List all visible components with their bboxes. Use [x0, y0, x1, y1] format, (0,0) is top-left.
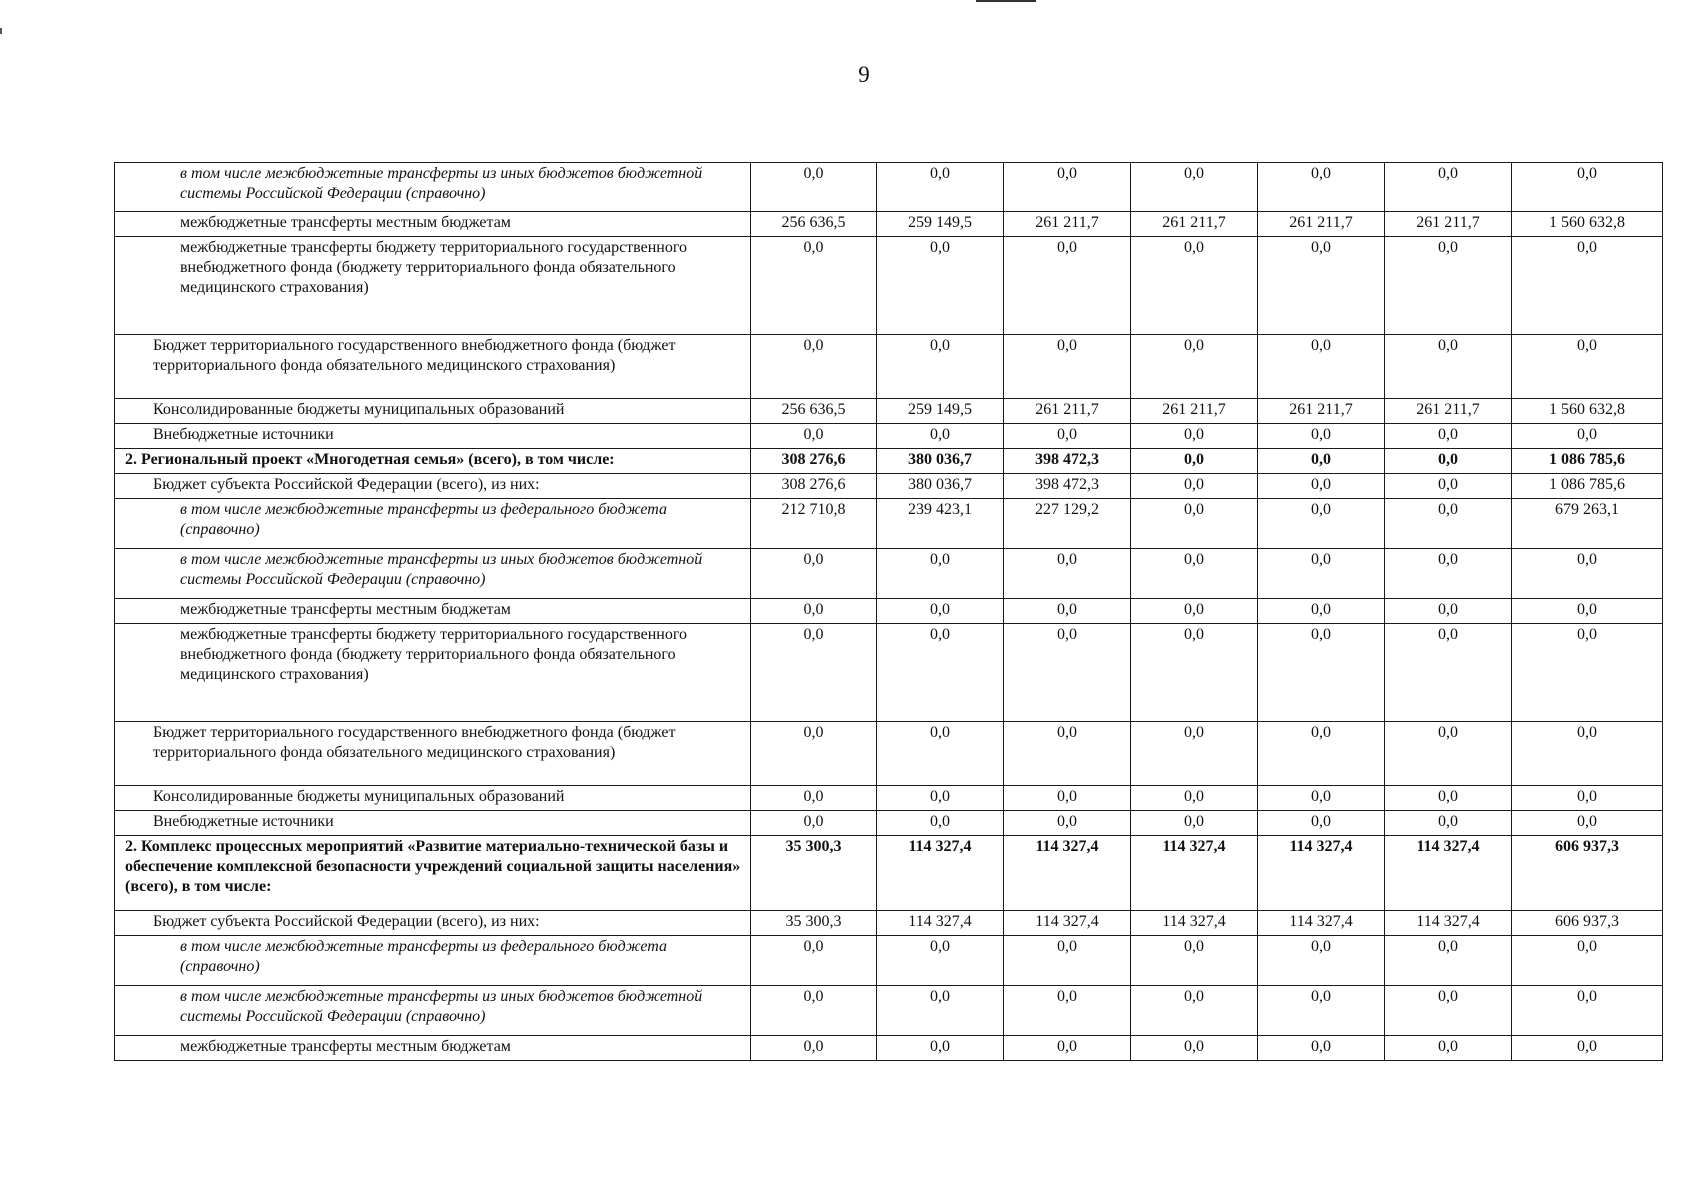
value-cell: 114 327,4: [1004, 911, 1131, 936]
value-cell: 0,0: [1512, 163, 1663, 212]
table-row: [115, 1036, 1663, 1061]
table-row: [115, 722, 1663, 786]
table-row: [115, 449, 1663, 474]
value-cell: 0,0: [1512, 1036, 1663, 1061]
value-cell: 0,0: [877, 936, 1004, 986]
table-row: [115, 986, 1663, 1036]
value-cell: 0,0: [1258, 449, 1385, 474]
table-row: [115, 474, 1663, 499]
value-cell: 0,0: [877, 163, 1004, 212]
value-cell: 114 327,4: [1131, 911, 1258, 936]
value-cell: 114 327,4: [877, 911, 1004, 936]
value-cell: 0,0: [1258, 499, 1385, 549]
table-row: [115, 399, 1663, 424]
budget-table: [114, 162, 1663, 1061]
value-cell: 0,0: [1258, 624, 1385, 722]
value-cell: 0,0: [1512, 335, 1663, 399]
value-cell: 0,0: [1131, 599, 1258, 624]
value-cell: 0,0: [1512, 599, 1663, 624]
value-cell: 0,0: [1004, 163, 1131, 212]
value-cell: 0,0: [1258, 163, 1385, 212]
value-cell: 261 211,7: [1258, 212, 1385, 237]
value-cell: 606 937,3: [1512, 911, 1663, 936]
value-cell: 259 149,5: [877, 212, 1004, 237]
scan-mark: [976, 0, 1036, 2]
value-cell: 0,0: [877, 549, 1004, 599]
value-cell: 0,0: [751, 335, 877, 399]
value-cell: 0,0: [1512, 624, 1663, 722]
value-cell: 398 472,3: [1004, 474, 1131, 499]
value-cell: 0,0: [751, 986, 877, 1036]
value-cell: 0,0: [1258, 786, 1385, 811]
value-cell: 0,0: [1004, 986, 1131, 1036]
row-label: межбюджетные трансферты местным бюджетам: [115, 212, 751, 237]
row-label: Бюджет территориального государственного внебюджетного фонда (бюджет территориального фонда обязательного медицинского страхования): [115, 722, 751, 786]
value-cell: 0,0: [1258, 237, 1385, 335]
value-cell: 0,0: [1004, 624, 1131, 722]
row-label: межбюджетные трансферты местным бюджетам: [115, 599, 751, 624]
value-cell: 114 327,4: [1385, 836, 1512, 911]
value-cell: 0,0: [1258, 424, 1385, 449]
value-cell: 0,0: [751, 722, 877, 786]
value-cell: 0,0: [751, 163, 877, 212]
value-cell: 0,0: [1131, 986, 1258, 1036]
value-cell: 0,0: [1385, 335, 1512, 399]
row-label: в том числе межбюджетные трансферты из иных бюджетов бюджетной системы Российской Федерации (справочно): [115, 549, 751, 599]
value-cell: 1 086 785,6: [1512, 449, 1663, 474]
value-cell: 0,0: [1385, 722, 1512, 786]
value-cell: 0,0: [751, 936, 877, 986]
value-cell: 256 636,5: [751, 212, 877, 237]
value-cell: 0,0: [1385, 163, 1512, 212]
value-cell: 0,0: [877, 237, 1004, 335]
row-label: межбюджетные трансферты бюджету территориального государственного внебюджетного фонда (бюджету территориального фонда обязательного медицинского страхования): [115, 624, 751, 722]
value-cell: 0,0: [1131, 936, 1258, 986]
value-cell: 0,0: [1131, 811, 1258, 836]
value-cell: 1 086 785,6: [1512, 474, 1663, 499]
value-cell: 261 211,7: [1131, 212, 1258, 237]
value-cell: 212 710,8: [751, 499, 877, 549]
value-cell: 0,0: [1385, 1036, 1512, 1061]
value-cell: 0,0: [1385, 474, 1512, 499]
value-cell: 1 560 632,8: [1512, 212, 1663, 237]
row-label: в том числе межбюджетные трансферты из федерального бюджета (справочно): [115, 936, 751, 986]
value-cell: 0,0: [1131, 1036, 1258, 1061]
value-cell: 0,0: [877, 786, 1004, 811]
value-cell: 308 276,6: [751, 474, 877, 499]
value-cell: 0,0: [1385, 786, 1512, 811]
value-cell: 0,0: [751, 237, 877, 335]
value-cell: 0,0: [1131, 474, 1258, 499]
table-row: [115, 237, 1663, 335]
value-cell: 256 636,5: [751, 399, 877, 424]
value-cell: 0,0: [1004, 936, 1131, 986]
row-label: Бюджет субъекта Российской Федерации (всего), из них:: [115, 911, 751, 936]
value-cell: 0,0: [1258, 986, 1385, 1036]
value-cell: 0,0: [1385, 936, 1512, 986]
table-row: [115, 911, 1663, 936]
value-cell: 0,0: [877, 624, 1004, 722]
value-cell: 0,0: [1512, 786, 1663, 811]
row-label: 2. Региональный проект «Многодетная семья» (всего), в том числе:: [115, 449, 751, 474]
row-label: 2. Комплекс процессных мероприятий «Развитие материально-технической базы и обеспечение комплексной безопасности учреждений социальной защиты населения» (всего), в том числе:: [115, 836, 751, 911]
value-cell: 114 327,4: [1258, 911, 1385, 936]
budget-table-body: [115, 163, 1663, 1061]
value-cell: 0,0: [1385, 424, 1512, 449]
value-cell: 0,0: [1004, 811, 1131, 836]
value-cell: 0,0: [1131, 624, 1258, 722]
value-cell: 0,0: [1131, 786, 1258, 811]
table-row: [115, 335, 1663, 399]
value-cell: 0,0: [1385, 811, 1512, 836]
value-cell: 0,0: [1004, 786, 1131, 811]
value-cell: 0,0: [751, 549, 877, 599]
value-cell: 0,0: [1004, 599, 1131, 624]
value-cell: 0,0: [1385, 499, 1512, 549]
value-cell: 114 327,4: [1004, 836, 1131, 911]
value-cell: 0,0: [1385, 599, 1512, 624]
value-cell: 261 211,7: [1385, 399, 1512, 424]
value-cell: 35 300,3: [751, 911, 877, 936]
table-row: [115, 599, 1663, 624]
value-cell: 0,0: [1512, 722, 1663, 786]
value-cell: 0,0: [1131, 449, 1258, 474]
row-label: в том числе межбюджетные трансферты из иных бюджетов бюджетной системы Российской Федерации (справочно): [115, 163, 751, 212]
value-cell: 0,0: [1385, 237, 1512, 335]
value-cell: 239 423,1: [877, 499, 1004, 549]
row-label: в том числе межбюджетные трансферты из федерального бюджета (справочно): [115, 499, 751, 549]
value-cell: 398 472,3: [1004, 449, 1131, 474]
value-cell: 0,0: [1512, 936, 1663, 986]
value-cell: 0,0: [1004, 335, 1131, 399]
value-cell: 0,0: [1131, 424, 1258, 449]
value-cell: 0,0: [877, 599, 1004, 624]
table-row: [115, 163, 1663, 212]
value-cell: 227 129,2: [1004, 499, 1131, 549]
table-row: [115, 549, 1663, 599]
value-cell: 0,0: [1004, 722, 1131, 786]
row-label: Консолидированные бюджеты муниципальных образований: [115, 399, 751, 424]
value-cell: 0,0: [1512, 986, 1663, 1036]
value-cell: 0,0: [1131, 722, 1258, 786]
table-row: [115, 836, 1663, 911]
value-cell: 0,0: [877, 424, 1004, 449]
row-label: Бюджет субъекта Российской Федерации (всего), из них:: [115, 474, 751, 499]
value-cell: 114 327,4: [877, 836, 1004, 911]
page-number: 9: [858, 62, 870, 87]
value-cell: 114 327,4: [1131, 836, 1258, 911]
value-cell: 380 036,7: [877, 474, 1004, 499]
scan-mark: [0, 28, 2, 34]
value-cell: 0,0: [751, 599, 877, 624]
value-cell: 0,0: [1131, 237, 1258, 335]
value-cell: 0,0: [1131, 549, 1258, 599]
value-cell: 0,0: [751, 424, 877, 449]
row-label: межбюджетные трансферты местным бюджетам: [115, 1036, 751, 1061]
value-cell: 0,0: [1258, 599, 1385, 624]
value-cell: 261 211,7: [1131, 399, 1258, 424]
value-cell: 0,0: [1258, 474, 1385, 499]
value-cell: 0,0: [877, 1036, 1004, 1061]
value-cell: 679 263,1: [1512, 499, 1663, 549]
value-cell: 0,0: [1512, 424, 1663, 449]
value-cell: 0,0: [751, 811, 877, 836]
value-cell: 261 211,7: [1004, 212, 1131, 237]
value-cell: 114 327,4: [1385, 911, 1512, 936]
value-cell: 114 327,4: [1258, 836, 1385, 911]
table-row: [115, 811, 1663, 836]
table-row: [115, 499, 1663, 549]
value-cell: 0,0: [1512, 811, 1663, 836]
value-cell: 0,0: [1385, 449, 1512, 474]
value-cell: 0,0: [1385, 549, 1512, 599]
value-cell: 0,0: [1258, 722, 1385, 786]
value-cell: 0,0: [751, 1036, 877, 1061]
value-cell: 0,0: [1131, 163, 1258, 212]
value-cell: 261 211,7: [1004, 399, 1131, 424]
value-cell: 0,0: [1258, 549, 1385, 599]
row-label: Бюджет территориального государственного внебюджетного фонда (бюджет территориального фонда обязательного медицинского страхования): [115, 335, 751, 399]
table-row: [115, 786, 1663, 811]
value-cell: 0,0: [1258, 335, 1385, 399]
row-label: Внебюджетные источники: [115, 424, 751, 449]
value-cell: 0,0: [1131, 335, 1258, 399]
table-row: [115, 624, 1663, 722]
value-cell: 261 211,7: [1385, 212, 1512, 237]
value-cell: 0,0: [877, 722, 1004, 786]
value-cell: 0,0: [877, 335, 1004, 399]
value-cell: 0,0: [1258, 936, 1385, 986]
value-cell: 0,0: [1004, 549, 1131, 599]
value-cell: 0,0: [751, 786, 877, 811]
row-label: Консолидированные бюджеты муниципальных образований: [115, 786, 751, 811]
table-row: [115, 424, 1663, 449]
table-row: [115, 212, 1663, 237]
row-label: межбюджетные трансферты бюджету территориального государственного внебюджетного фонда (бюджету территориального фонда обязательного медицинского страхования): [115, 237, 751, 335]
value-cell: 0,0: [877, 811, 1004, 836]
value-cell: 0,0: [1004, 1036, 1131, 1061]
value-cell: 380 036,7: [877, 449, 1004, 474]
value-cell: 0,0: [1258, 1036, 1385, 1061]
value-cell: 0,0: [877, 986, 1004, 1036]
value-cell: 0,0: [1004, 424, 1131, 449]
value-cell: 0,0: [1258, 811, 1385, 836]
value-cell: 261 211,7: [1258, 399, 1385, 424]
value-cell: 1 560 632,8: [1512, 399, 1663, 424]
value-cell: 308 276,6: [751, 449, 877, 474]
row-label: в том числе межбюджетные трансферты из иных бюджетов бюджетной системы Российской Федерации (справочно): [115, 986, 751, 1036]
value-cell: 0,0: [1512, 237, 1663, 335]
value-cell: 35 300,3: [751, 836, 877, 911]
row-label: Внебюджетные источники: [115, 811, 751, 836]
value-cell: 0,0: [1004, 237, 1131, 335]
value-cell: 0,0: [1512, 549, 1663, 599]
value-cell: 0,0: [751, 624, 877, 722]
value-cell: 259 149,5: [877, 399, 1004, 424]
value-cell: 0,0: [1385, 624, 1512, 722]
value-cell: 0,0: [1385, 986, 1512, 1036]
table-row: [115, 936, 1663, 986]
value-cell: 0,0: [1131, 499, 1258, 549]
value-cell: 606 937,3: [1512, 836, 1663, 911]
